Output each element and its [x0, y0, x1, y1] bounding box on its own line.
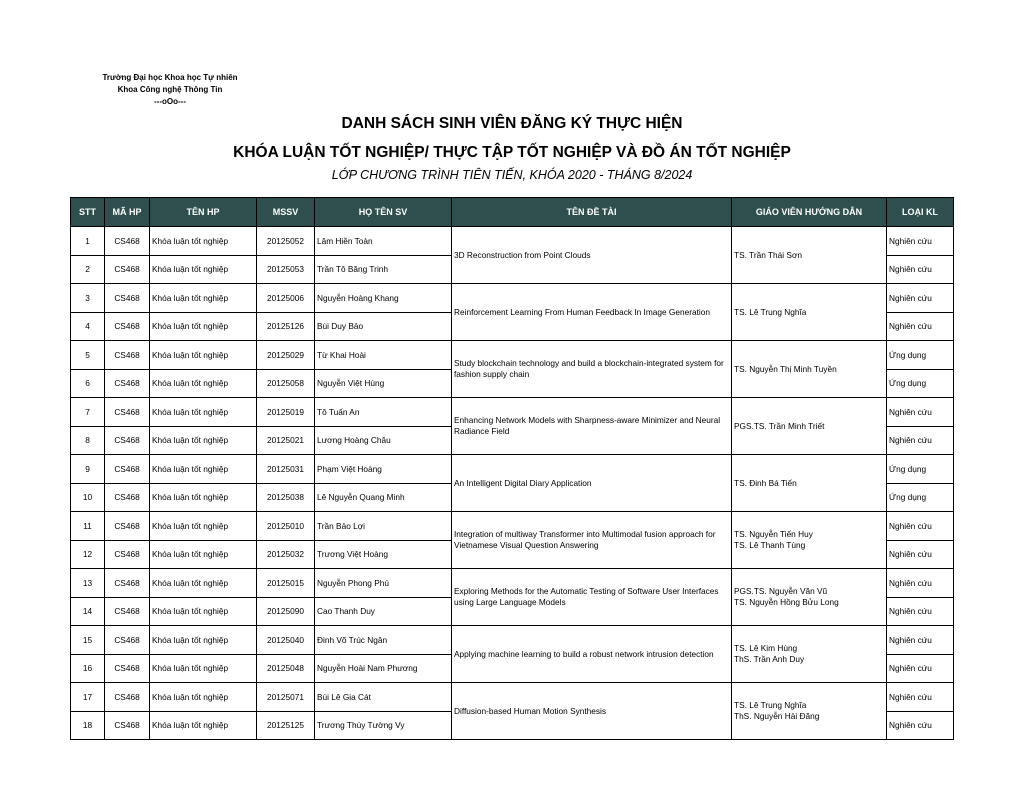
cell-thesis-type: Nghiên cứu [887, 597, 954, 626]
cell-course-name: Khóa luận tốt nghiệp [150, 398, 257, 427]
cell-stt: 16 [71, 654, 105, 683]
cell-stt: 3 [71, 284, 105, 313]
cell-student-name: Trần Tô Băng Trinh [315, 255, 452, 284]
table-row [71, 341, 954, 370]
cell-topic: Study blockchain technology and build a blockchain-integrated system for fashion supply chain [452, 341, 732, 398]
university-name: Trường Đại học Khoa học Tự nhiên [102, 73, 238, 82]
cell-stt: 2 [71, 255, 105, 284]
cell-topic: Exploring Methods for the Automatic Testing of Software User Interfaces using Large Language Models [452, 569, 732, 626]
cell-course-name: Khóa luận tốt nghiệp [150, 540, 257, 569]
column-header-advisor: GIÁO VIÊN HƯỚNG DẪN [732, 198, 887, 227]
cell-student-name: Phạm Việt Hoàng [315, 455, 452, 484]
cell-student-id: 20125038 [257, 483, 315, 512]
cell-thesis-type: Nghiên cứu [887, 312, 954, 341]
table-row [71, 398, 954, 427]
cell-stt: 13 [71, 569, 105, 598]
table-row [71, 512, 954, 541]
advisor-name: PGS.TS. Nguyễn Văn Vũ [734, 586, 828, 596]
cell-student-name: Đinh Võ Trúc Ngân [315, 626, 452, 655]
cell-course-code: CS468 [105, 569, 150, 598]
table-row [71, 227, 954, 256]
cell-topic: 3D Reconstruction from Point Clouds [452, 227, 732, 284]
cell-stt: 15 [71, 626, 105, 655]
cell-student-name: Trương Thúy Tường Vy [315, 711, 452, 740]
cell-course-code: CS468 [105, 284, 150, 313]
advisor-name: PGS.TS. Trần Minh Triết [734, 420, 825, 431]
cell-advisor [732, 569, 887, 626]
advisor-name: ThS. Trần Anh Duy [734, 654, 805, 664]
cell-student-name: Lương Hoàng Châu [315, 426, 452, 455]
cell-student-name: Bùi Lê Gia Cát [315, 683, 452, 712]
cell-course-name: Khóa luận tốt nghiệp [150, 569, 257, 598]
cell-stt: 10 [71, 483, 105, 512]
faculty-name: Khoa Công nghệ Thông Tin [117, 85, 223, 94]
cell-student-id: 20125053 [257, 255, 315, 284]
advisor-name: TS. Nguyễn Hồng Bửu Long [734, 597, 839, 607]
cell-course-code: CS468 [105, 683, 150, 712]
cell-thesis-type: Ứng dụng [887, 483, 954, 512]
cell-student-id: 20125090 [257, 597, 315, 626]
cell-course-code: CS468 [105, 369, 150, 398]
cell-advisor [732, 284, 887, 341]
cell-student-id: 20125125 [257, 711, 315, 740]
advisor-name: TS. Lê Trung Nghĩa [734, 306, 807, 317]
cell-advisor [732, 341, 887, 398]
cell-course-name: Khóa luận tốt nghiệp [150, 711, 257, 740]
cell-topic: Applying machine learning to build a robust network intrusion detection [452, 626, 732, 683]
cell-course-name: Khóa luận tốt nghiệp [150, 597, 257, 626]
cell-course-code: CS468 [105, 312, 150, 341]
cell-student-id: 20125019 [257, 398, 315, 427]
cell-student-name: Cao Thanh Duy [315, 597, 452, 626]
cell-student-id: 20125032 [257, 540, 315, 569]
cell-stt: 9 [71, 455, 105, 484]
advisor-name: TS. Lê Kim Hùng [734, 643, 798, 653]
cell-stt: 11 [71, 512, 105, 541]
cell-topic: An Intelligent Digital Diary Application [452, 455, 732, 512]
cell-course-name: Khóa luận tốt nghiệp [150, 369, 257, 398]
cell-course-code: CS468 [105, 626, 150, 655]
table-row [71, 626, 954, 655]
cell-course-code: CS468 [105, 654, 150, 683]
cell-student-name: Nguyễn Hoàng Khang [315, 284, 452, 313]
cell-stt: 8 [71, 426, 105, 455]
cell-course-name: Khóa luận tốt nghiệp [150, 341, 257, 370]
column-header-course-code: MÃ HP [105, 198, 150, 227]
cell-thesis-type: Nghiên cứu [887, 398, 954, 427]
cell-thesis-type: Nghiên cứu [887, 512, 954, 541]
cell-stt: 5 [71, 341, 105, 370]
cell-course-code: CS468 [105, 597, 150, 626]
cell-course-code: CS468 [105, 398, 150, 427]
cell-thesis-type: Nghiên cứu [887, 284, 954, 313]
advisor-name: TS. Trần Thái Sơn [734, 249, 803, 260]
cell-student-id: 20125021 [257, 426, 315, 455]
advisor-name: TS. Lê Trung Nghĩa [734, 700, 807, 710]
cell-advisor [732, 398, 887, 455]
cell-course-name: Khóa luận tốt nghiệp [150, 512, 257, 541]
cell-course-name: Khóa luận tốt nghiệp [150, 455, 257, 484]
cell-course-code: CS468 [105, 227, 150, 256]
cell-course-code: CS468 [105, 483, 150, 512]
cell-stt: 4 [71, 312, 105, 341]
cell-thesis-type: Nghiên cứu [887, 227, 954, 256]
cell-topic: Diffusion-based Human Motion Synthesis [452, 683, 732, 740]
table-body [71, 227, 954, 740]
table-header-row [71, 198, 954, 227]
cell-student-name: Từ Khai Hoài [315, 341, 452, 370]
cell-course-name: Khóa luận tốt nghiệp [150, 227, 257, 256]
table-row [71, 455, 954, 484]
cell-advisor [732, 626, 887, 683]
cell-thesis-type: Ứng dụng [887, 369, 954, 398]
cell-advisor [732, 227, 887, 284]
cell-thesis-type: Nghiên cứu [887, 654, 954, 683]
cell-topic: Enhancing Network Models with Sharpness-aware Minimizer and Neural Radiance Field [452, 398, 732, 455]
cell-thesis-type: Ứng dụng [887, 341, 954, 370]
cell-course-code: CS468 [105, 426, 150, 455]
cell-thesis-type: Nghiên cứu [887, 426, 954, 455]
cell-student-name: Nguyễn Phong Phú [315, 569, 452, 598]
cell-course-name: Khóa luận tốt nghiệp [150, 426, 257, 455]
cell-course-code: CS468 [105, 711, 150, 740]
cell-student-name: Trần Bảo Lợi [315, 512, 452, 541]
cell-course-code: CS468 [105, 255, 150, 284]
cell-stt: 14 [71, 597, 105, 626]
cell-student-id: 20125010 [257, 512, 315, 541]
column-header-topic: TÊN ĐỀ TÀI [452, 198, 732, 227]
cell-student-id: 20125048 [257, 654, 315, 683]
cell-student-id: 20125126 [257, 312, 315, 341]
cell-stt: 18 [71, 711, 105, 740]
page-subtitle: LỚP CHƯƠNG TRÌNH TIÊN TIẾN, KHÓA 2020 - THÁNG 8/2024 [331, 168, 693, 182]
cell-course-name: Khóa luận tốt nghiệp [150, 626, 257, 655]
cell-student-name: Nguyễn Hoài Nam Phương [315, 654, 452, 683]
column-header-stt: STT [71, 198, 105, 227]
cell-student-id: 20125052 [257, 227, 315, 256]
cell-course-name: Khóa luận tốt nghiệp [150, 483, 257, 512]
cell-stt: 12 [71, 540, 105, 569]
cell-student-name: Lâm Hiền Toàn [315, 227, 452, 256]
cell-course-name: Khóa luận tốt nghiệp [150, 312, 257, 341]
cell-topic: Reinforcement Learning From Human Feedback In Image Generation [452, 284, 732, 341]
cell-course-code: CS468 [105, 540, 150, 569]
cell-course-name: Khóa luận tốt nghiệp [150, 284, 257, 313]
cell-student-id: 20125015 [257, 569, 315, 598]
student-list-table [70, 197, 954, 740]
cell-student-name: Tô Tuấn An [315, 398, 452, 427]
cell-student-id: 20125071 [257, 683, 315, 712]
cell-stt: 7 [71, 398, 105, 427]
cell-thesis-type: Ứng dụng [887, 455, 954, 484]
cell-student-id: 20125040 [257, 626, 315, 655]
cell-stt: 6 [71, 369, 105, 398]
column-header-thesis-type: LOẠI KL [887, 198, 954, 227]
table-row [71, 683, 954, 712]
cell-student-id: 20125031 [257, 455, 315, 484]
cell-student-name: Nguyễn Việt Hùng [315, 369, 452, 398]
header-ornament: ---oOo--- [154, 97, 186, 106]
cell-thesis-type: Nghiên cứu [887, 683, 954, 712]
cell-student-name: Lê Nguyễn Quang Minh [315, 483, 452, 512]
page-title: DANH SÁCH SINH VIÊN ĐĂNG KÝ THỰC HIỆN [341, 115, 683, 132]
cell-topic: Integration of multiway Transformer into Multimodal fusion approach for Vietnamese Visual Question Answering [452, 512, 732, 569]
cell-student-name: Bùi Duy Bảo [315, 312, 452, 341]
institution-header [70, 72, 270, 108]
advisor-name: ThS. Nguyễn Hải Đăng [734, 711, 820, 721]
cell-course-code: CS468 [105, 341, 150, 370]
advisor-name: TS. Lê Thanh Tùng [734, 540, 806, 550]
table-row [71, 569, 954, 598]
cell-course-code: CS468 [105, 512, 150, 541]
cell-advisor [732, 683, 887, 740]
advisor-name: TS. Nguyễn Tiến Huy [734, 529, 813, 539]
cell-course-code: CS468 [105, 455, 150, 484]
cell-student-id: 20125006 [257, 284, 315, 313]
advisor-name: TS. Nguyễn Thị Minh Tuyền [734, 363, 837, 374]
cell-course-name: Khóa luận tốt nghiệp [150, 683, 257, 712]
cell-advisor [732, 455, 887, 512]
cell-thesis-type: Nghiên cứu [887, 255, 954, 284]
column-header-student-name: HỌ TÊN SV [315, 198, 452, 227]
advisor-name: TS. Đinh Bá Tiến [734, 477, 797, 488]
cell-stt: 1 [71, 227, 105, 256]
cell-advisor [732, 512, 887, 569]
cell-student-id: 20125058 [257, 369, 315, 398]
cell-thesis-type: Nghiên cứu [887, 711, 954, 740]
cell-stt: 17 [71, 683, 105, 712]
column-header-student-id: MSSV [257, 198, 315, 227]
column-header-course-name: TÊN HP [150, 198, 257, 227]
cell-student-id: 20125029 [257, 341, 315, 370]
cell-thesis-type: Nghiên cứu [887, 626, 954, 655]
cell-thesis-type: Nghiên cứu [887, 540, 954, 569]
table-row [71, 284, 954, 313]
cell-thesis-type: Nghiên cứu [887, 569, 954, 598]
cell-course-name: Khóa luận tốt nghiệp [150, 255, 257, 284]
cell-student-name: Trương Việt Hoàng [315, 540, 452, 569]
page-title-line2: KHÓA LUẬN TỐT NGHIỆP/ THỰC TẬP TỐT NGHIỆP VÀ ĐỒ ÁN TỐT NGHIỆP [233, 144, 791, 161]
cell-course-name: Khóa luận tốt nghiệp [150, 654, 257, 683]
